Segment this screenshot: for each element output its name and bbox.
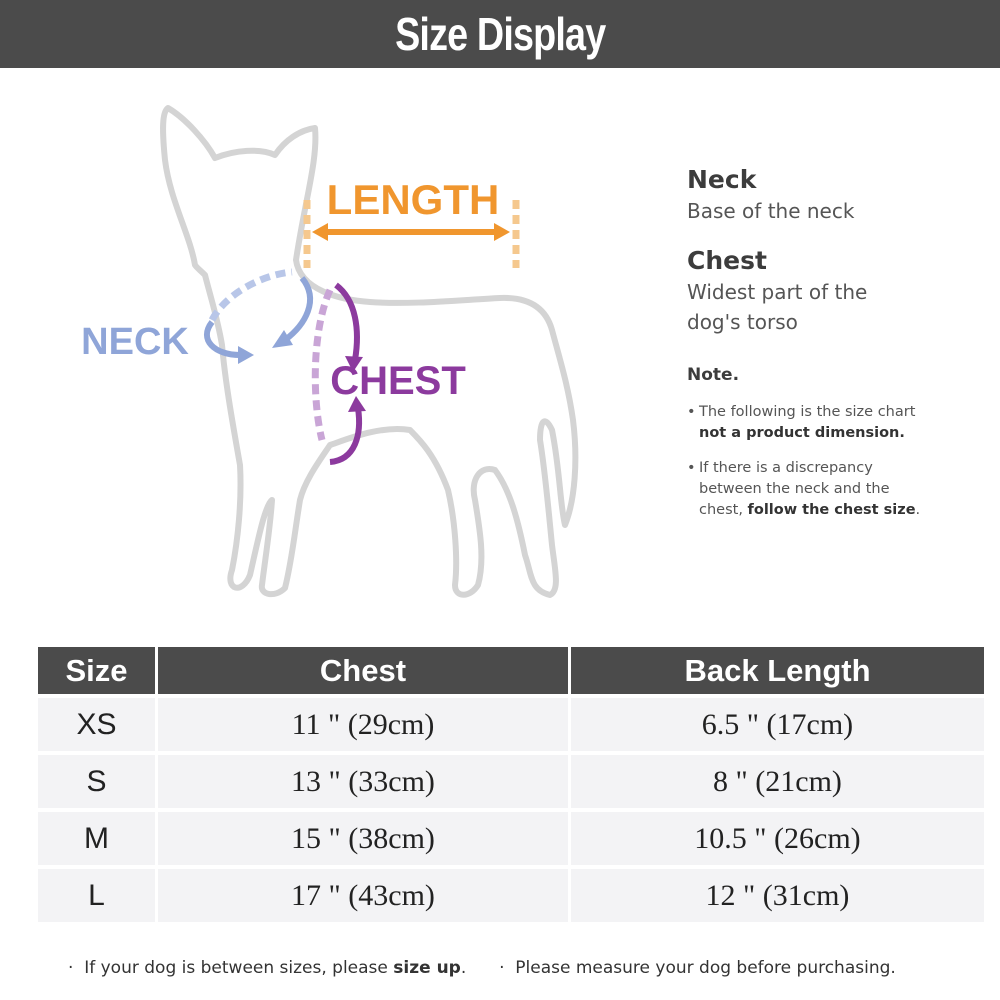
chest-cell: 11 " (29cm) [158, 698, 568, 751]
table-header-row [38, 647, 984, 694]
note-bold-text: not a product dimension. [699, 425, 905, 441]
chest-cell: 15 " (38cm) [158, 812, 568, 865]
length-arrowhead-left [312, 223, 328, 241]
table-row [38, 869, 984, 922]
size-cell: S [38, 755, 155, 808]
footer-tips [68, 958, 968, 978]
bullet: · [68, 958, 74, 978]
note-bold-text: follow the chest size [747, 502, 916, 518]
neck-indicator [81, 272, 310, 364]
note-text: The following is the size chart [699, 404, 916, 420]
note-text-line3: chest, [699, 502, 748, 518]
title-banner [0, 0, 1000, 68]
table-row [38, 812, 984, 865]
neck-arrowhead-lower [238, 346, 254, 364]
length-arrowhead-right [494, 223, 510, 241]
header-back-length: Back Length [571, 647, 984, 694]
note-text-line1: If there is a discrepancy [699, 460, 873, 476]
length-indicator [307, 176, 516, 268]
chest-heading: Chest [687, 246, 767, 275]
bullet: • [687, 404, 696, 420]
size-cell: L [38, 869, 155, 922]
table-row [38, 755, 984, 808]
chest-dashed-loop [315, 290, 330, 440]
table-row [38, 698, 984, 751]
tip-size-up-prefix: If your dog is between sizes, please [84, 958, 394, 978]
measurement-notes [687, 165, 987, 521]
header-size: Size [38, 647, 155, 694]
size-cell: M [38, 812, 155, 865]
length-label: LENGTH [326, 176, 500, 223]
back-length-cell: 6.5 " (17cm) [571, 698, 984, 751]
size-cell: XS [38, 698, 155, 751]
dog-measurement-illustration [60, 95, 620, 620]
bullet: • [687, 460, 696, 476]
page-title: Size Display [394, 8, 606, 60]
chest-cell: 17 " (43cm) [158, 869, 568, 922]
chest-label: CHEST [330, 359, 466, 403]
size-table [38, 647, 984, 922]
neck-dashed-loop [212, 272, 292, 320]
back-length-cell: 8 " (21cm) [571, 755, 984, 808]
neck-arrow-upper [285, 278, 310, 340]
back-length-cell: 12 " (31cm) [571, 869, 984, 922]
chest-description-line1: Widest part of the [687, 280, 868, 304]
note-text-suffix: . [915, 502, 921, 518]
bullet: · [499, 958, 505, 978]
tip-size-up-bold: size up [393, 958, 461, 978]
chest-cell: 13 " (33cm) [158, 755, 568, 808]
neck-description: Base of the neck [687, 199, 855, 223]
chest-description [687, 277, 987, 337]
tip-measure: Please measure your dog before purchasing. [515, 958, 896, 978]
tip-size-up-suffix: . [460, 958, 467, 978]
chest-indicator [315, 285, 466, 462]
neck-label: NECK [81, 321, 189, 363]
header-chest: Chest [158, 647, 568, 694]
back-length-cell: 10.5 " (26cm) [571, 812, 984, 865]
neck-heading: Neck [687, 165, 757, 194]
note-item [687, 458, 987, 521]
note-text-line2: between the neck and the [699, 481, 890, 497]
chest-description-line2: dog's torso [687, 310, 798, 334]
note-item [687, 402, 987, 444]
note-heading: Note. [687, 365, 740, 385]
